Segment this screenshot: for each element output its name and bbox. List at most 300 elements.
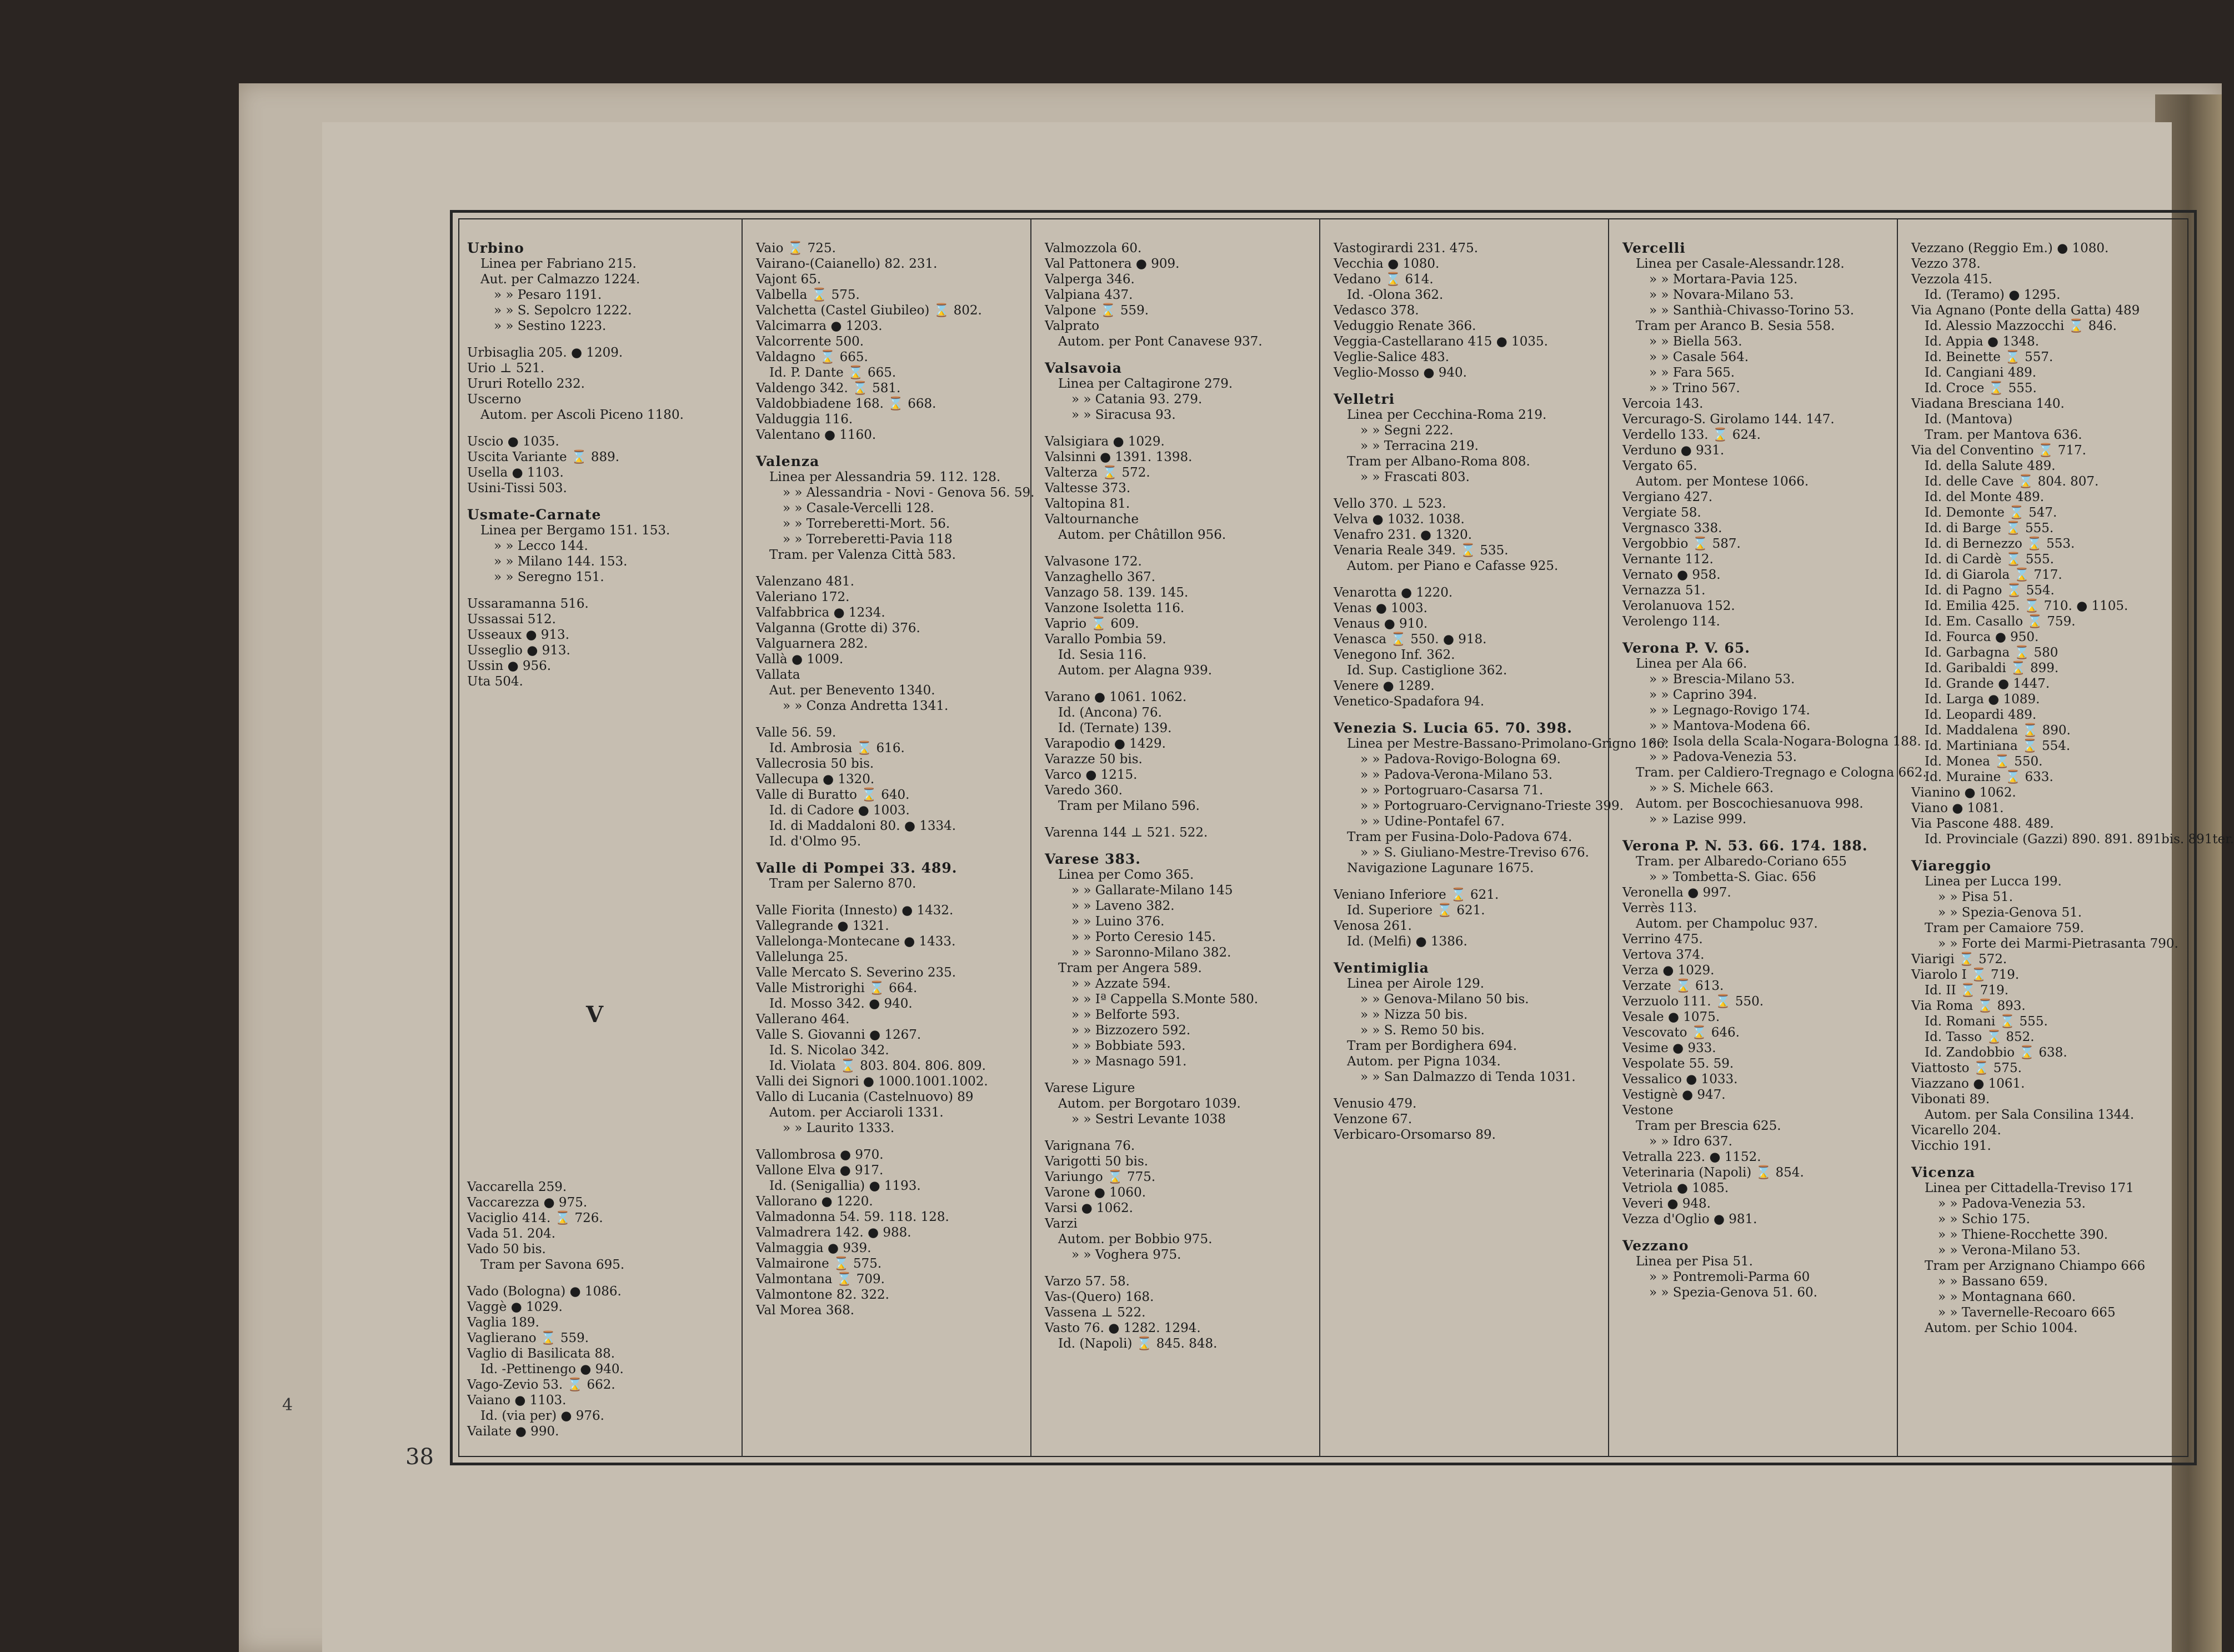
- index-entry: Verolanuova 152.: [1622, 599, 1735, 613]
- index-entry: Valle di Buratto ⌛ 640.: [756, 788, 910, 802]
- index-entry: Id. P. Dante ⌛ 665.: [769, 366, 896, 380]
- index-entry: Uta 504.: [467, 674, 523, 689]
- index-entry: Id. Garbagna ⌛ 580: [1925, 645, 2058, 660]
- index-entry: » » Padova-Venezia 53.: [1649, 750, 1797, 764]
- index-entry: Vestone: [1622, 1103, 1674, 1118]
- index-entry: » » Thiene-Rocchette 390.: [1938, 1228, 2108, 1242]
- index-entry: » » S. Sepolcro 1222.: [494, 303, 632, 318]
- index-entry: Valsigiara ● 1029.: [1045, 434, 1165, 449]
- index-entry: Id. II ⌛ 719.: [1925, 983, 2009, 998]
- index-entry: Veterinaria (Napoli) ⌛ 854.: [1622, 1165, 1804, 1180]
- index-entry: Varese Ligure: [1045, 1081, 1135, 1095]
- index-entry: Vaccarella 259.: [467, 1180, 567, 1194]
- index-entry: Usella ● 1103.: [467, 465, 564, 480]
- index-entry: Tram. per Caldiero-Tregnago e Cologna 662.: [1636, 765, 1927, 780]
- index-entry: Varenna 144 ⊥ 521. 522.: [1045, 825, 1208, 840]
- index-entry: Tram. per Mantova 636.: [1925, 428, 2082, 442]
- index-entry: Via Roma ⌛ 893.: [1911, 999, 2026, 1013]
- spacer: [756, 563, 1025, 574]
- spacer: [756, 443, 1025, 454]
- index-entry: Linea per Cittadella-Treviso 171: [1925, 1181, 2134, 1195]
- index-entry: Autom. per Sala Consilina 1344.: [1925, 1108, 2135, 1122]
- index-entry: Id. di Giarola ⌛ 717.: [1925, 568, 2062, 582]
- index-entry: Ussassai 512.: [467, 612, 556, 627]
- index-entry: Vedasco 378.: [1334, 303, 1419, 318]
- index-entry: Varzo 57. 58.: [1045, 1274, 1130, 1289]
- index-entry: Vallorano ● 1220.: [756, 1194, 873, 1209]
- index-entry: Vallerano 464.: [756, 1012, 850, 1027]
- index-entry: Vernazza 51.: [1622, 583, 1706, 598]
- index-entry: Varapodio ● 1429.: [1045, 737, 1166, 751]
- index-entry: » » Montagnana 660.: [1938, 1290, 2076, 1304]
- index-entry: Valmozzola 60.: [1045, 241, 1142, 256]
- index-entry: Venas ● 1003.: [1334, 601, 1427, 615]
- column-divider: [1608, 218, 1609, 1457]
- spacer: [1334, 949, 1602, 960]
- index-entry: Id. Appia ● 1348.: [1925, 334, 2040, 349]
- spacer: [1334, 574, 1602, 585]
- index-entry: Autom. per Pigna 1034.: [1347, 1054, 1501, 1069]
- index-entry: Autom. per Champoluc 937.: [1636, 917, 1818, 931]
- index-entry: Vada 51. 204.: [467, 1227, 556, 1241]
- column-divider: [1319, 218, 1320, 1457]
- index-entry: Venegono Inf. 362.: [1334, 648, 1455, 662]
- index-entry: Valeriano 172.: [756, 590, 850, 604]
- index-entry: » » Portogruaro-Cervignano-Trieste 399.: [1360, 799, 1624, 813]
- index-entry: Veduggio Renate 366.: [1334, 319, 1476, 333]
- entry-heading: Usmate-Carnate: [467, 507, 602, 523]
- index-entry: Valduggia 116.: [756, 412, 853, 427]
- index-entry: Vailate ● 990.: [467, 1424, 559, 1439]
- index-entry: Variungo ⌛ 775.: [1045, 1170, 1156, 1184]
- index-entry: » » Nizza 50 bis.: [1360, 1008, 1468, 1022]
- index-entry: Id. Grande ● 1447.: [1925, 677, 2050, 691]
- index-entry: Tram per Milano 596.: [1058, 799, 1200, 813]
- entry-heading: Ventimiglia: [1334, 960, 1429, 976]
- index-entry: » » Pesaro 1191.: [494, 288, 602, 302]
- index-entry: Vezzano (Reggio Em.) ● 1080.: [1911, 241, 2109, 256]
- index-entry: Aut. per Benevento 1340.: [769, 683, 935, 698]
- index-entry: » » Verona-Milano 53.: [1938, 1243, 2081, 1258]
- index-entry: » » Udine-Pontafel 67.: [1360, 814, 1505, 829]
- index-entry: Veronella ● 997.: [1622, 885, 1731, 900]
- spacer: [1045, 1069, 1314, 1080]
- index-entry: » » Casale-Vercelli 128.: [783, 501, 934, 515]
- index-entry: Linea per Lucca 199.: [1925, 874, 2062, 889]
- spacer: [1911, 847, 2186, 858]
- index-entry: » » Porto Ceresio 145.: [1071, 930, 1216, 944]
- section-letter: V: [586, 1002, 604, 1028]
- index-entry: Vanzago 58. 139. 145.: [1045, 585, 1189, 600]
- index-column-1-tail: [458, 1179, 742, 1446]
- index-entry: Vallata: [756, 668, 800, 682]
- index-entry: Urbisaglia 205. ● 1209.: [467, 346, 623, 360]
- index-entry: » » Luino 376.: [1071, 914, 1165, 929]
- index-entry: Vallone Elva ● 917.: [756, 1163, 884, 1178]
- index-entry: Linea per Casale-Alessandr.128.: [1636, 257, 1845, 271]
- index-entry: Valle Mercato S. Severino 235.: [756, 965, 956, 980]
- index-entry: Vicarello 204.: [1911, 1123, 2001, 1138]
- index-entry: Vernante 112.: [1622, 552, 1714, 567]
- entry-heading: Verona P. V. 65.: [1622, 640, 1750, 656]
- index-entry: Vallà ● 1009.: [756, 652, 844, 667]
- index-entry: Vetriola ● 1085.: [1622, 1181, 1729, 1195]
- spacer: [1045, 814, 1314, 825]
- entry-heading: Vezzano: [1622, 1238, 1689, 1254]
- index-entry: Valguarnera 282.: [756, 637, 868, 651]
- index-entry: Tram per Brescia 625.: [1636, 1119, 1781, 1133]
- spacer: [1334, 381, 1602, 392]
- index-entry: » » Laveno 382.: [1071, 899, 1175, 913]
- spacer: [1334, 1085, 1602, 1096]
- index-entry: Vaglierano ⌛ 559.: [467, 1331, 589, 1345]
- index-entry: Veggia-Castellarano 415 ● 1035.: [1334, 334, 1548, 349]
- index-entry: Venosa 261.: [1334, 919, 1412, 933]
- index-entry: Usseaux ● 913.: [467, 628, 569, 642]
- index-entry: Vallelunga 25.: [756, 950, 848, 964]
- index-entry: Id. Demonte ⌛ 547.: [1925, 505, 2057, 520]
- index-entry: » » Alessandria - Novi - Genova 56. 59.: [783, 485, 1035, 500]
- index-entry: Vergiano 427.: [1622, 490, 1713, 504]
- spacer: [756, 892, 1025, 903]
- index-entry: Linea per Alessandria 59. 112. 128.: [769, 470, 1001, 484]
- index-entry: Id. (Ternate) 139.: [1058, 721, 1172, 735]
- index-entry: Vaciglio 414. ⌛ 726.: [467, 1211, 603, 1225]
- index-entry: Vibonati 89.: [1911, 1092, 1990, 1107]
- index-entry: Valentano ● 1160.: [756, 428, 876, 442]
- entry-heading: Valsavoia: [1045, 360, 1122, 376]
- index-entry: » » Spezia-Genova 51.: [1938, 905, 2082, 920]
- entry-heading: Venezia S. Lucia 65. 70. 398.: [1334, 720, 1572, 736]
- index-entry: Valmontone 82. 322.: [756, 1288, 889, 1302]
- index-entry: Valmontana ⌛ 709.: [756, 1272, 885, 1286]
- index-entry: » » Frascati 803.: [1360, 470, 1470, 484]
- index-entry: Valperga 346.: [1045, 272, 1135, 287]
- index-entry: Id. Monea ⌛ 550.: [1925, 754, 2043, 769]
- index-entry: Urio ⊥ 521.: [467, 361, 545, 376]
- index-entry: » » Caprino 394.: [1649, 688, 1757, 702]
- index-entry: Id. Em. Casallo ⌛ 759.: [1925, 614, 2076, 629]
- index-entry: Id. di Maddaloni 80. ● 1334.: [769, 819, 956, 833]
- index-entry: Autom. per Châtillon 956.: [1058, 528, 1226, 542]
- index-entry: Id. Cangiani 489.: [1925, 366, 2037, 380]
- index-column-3: [1036, 241, 1319, 1457]
- index-entry: Venafro 231. ● 1320.: [1334, 528, 1472, 542]
- index-entry: Tram per Aranco B. Sesia 558.: [1636, 319, 1835, 333]
- index-entry: Verzate ⌛ 613.: [1622, 979, 1724, 993]
- index-entry: Id. di Cadore ● 1003.: [769, 803, 910, 818]
- spacer: [467, 496, 736, 507]
- index-entry: » » Bassano 659.: [1938, 1274, 2048, 1289]
- index-entry: Linea per Cecchina-Roma 219.: [1347, 408, 1547, 422]
- index-entry: Tram per Albano-Roma 808.: [1347, 454, 1530, 469]
- index-entry: Autom. per Piano e Cafasse 925.: [1347, 559, 1559, 573]
- index-entry: Ussaramanna 516.: [467, 597, 589, 611]
- index-entry: Vas-(Quero) 168.: [1045, 1290, 1154, 1304]
- index-entry: Viazzano ● 1061.: [1911, 1077, 2025, 1091]
- index-entry: Autom. per Borgotaro 1039.: [1058, 1097, 1241, 1111]
- index-entry: Vaiano ● 1103.: [467, 1393, 567, 1408]
- index-column-2: [747, 241, 1035, 1457]
- spacer: [1045, 423, 1314, 434]
- index-entry: » » Idro 637.: [1649, 1134, 1732, 1149]
- column-divider: [1030, 218, 1031, 1457]
- index-entry: Valsinni ● 1391. 1398.: [1045, 450, 1193, 464]
- index-column-5: [1614, 240, 1927, 1457]
- index-entry: Varignana 76.: [1045, 1139, 1135, 1153]
- index-entry: Id. (via per) ● 976.: [480, 1409, 604, 1423]
- index-entry: » » Santhià-Chivasso-Torino 53.: [1649, 303, 1855, 318]
- index-entry: » » Siracusa 93.: [1071, 408, 1176, 422]
- index-entry: Valtopina 81.: [1045, 497, 1130, 511]
- index-entry: » » Padova-Rovigo-Bologna 69.: [1360, 752, 1561, 767]
- index-entry: Varco ● 1215.: [1045, 768, 1138, 782]
- entry-heading: Viareggio: [1911, 858, 1991, 874]
- index-entry: » » Tavernelle-Recoaro 665: [1938, 1305, 2116, 1320]
- index-entry: Verbicaro-Orsomarso 89.: [1334, 1128, 1496, 1142]
- index-entry: Vanzone Isoletta 116.: [1045, 601, 1185, 615]
- index-entry: Vergobbio ⌛ 587.: [1622, 537, 1741, 551]
- index-entry: Vergnasco 338.: [1622, 521, 1722, 535]
- index-entry: » » Isola della Scala-Nogara-Bologna 188.: [1649, 734, 1921, 749]
- index-entry: Veglio-Mosso ● 940.: [1334, 366, 1467, 380]
- index-entry: » » Genova-Milano 50 bis.: [1360, 992, 1529, 1007]
- index-entry: Varallo Pombia 59.: [1045, 632, 1166, 647]
- index-entry: Tram per Angera 589.: [1058, 961, 1202, 975]
- index-entry: » » Laurito 1333.: [783, 1121, 895, 1135]
- index-entry: Vago-Zevio 53. ⌛ 662.: [467, 1378, 615, 1392]
- index-entry: Valtesse 373.: [1045, 481, 1131, 495]
- index-entry: Tram per Savona 695.: [480, 1258, 625, 1272]
- index-entry: » » Voghera 975.: [1071, 1248, 1181, 1262]
- index-entry: Varone ● 1060.: [1045, 1185, 1146, 1200]
- index-entry: Viano ● 1081.: [1911, 801, 2004, 815]
- index-entry: Autom. per Ascoli Piceno 1180.: [480, 408, 684, 422]
- entry-heading: Valenza: [756, 453, 820, 469]
- index-entry: Vergiate 58.: [1622, 505, 1701, 520]
- index-entry: Vecchia ● 1080.: [1334, 257, 1440, 271]
- index-entry: » » Pontremoli-Parma 60: [1649, 1270, 1810, 1284]
- index-entry: Autom. per Bobbio 975.: [1058, 1232, 1213, 1246]
- index-entry: Ururi Rotello 232.: [467, 377, 585, 391]
- index-entry: Tram. per Albaredo-Coriano 655: [1636, 854, 1847, 869]
- index-entry: Valdengo 342. ⌛ 581.: [756, 381, 901, 396]
- index-entry: Vaccarezza ● 975.: [467, 1195, 588, 1210]
- index-entry: Id. Provinciale (Gazzi) 890. 891. 891bis. 891ter.: [1925, 832, 2234, 847]
- index-entry: Autom. per Schio 1004.: [1925, 1321, 2078, 1335]
- spacer: [467, 585, 736, 596]
- index-entry: Vertova 374.: [1622, 948, 1705, 962]
- index-entry: Via del Conventino ⌛ 717.: [1911, 443, 2086, 458]
- index-entry: Id. Garibaldi ⌛ 899.: [1925, 661, 2059, 675]
- index-entry: Id. di Cardè ⌛ 555.: [1925, 552, 2054, 567]
- index-entry: Vello 370. ⊥ 523.: [1334, 497, 1446, 511]
- index-entry: Valle S. Giovanni ● 1267.: [756, 1028, 921, 1042]
- index-entry: Id. (Mantova): [1925, 412, 2013, 427]
- index-entry: Vanzaghello 367.: [1045, 570, 1156, 584]
- index-entry: Id. (Napoli) ⌛ 845. 848.: [1058, 1336, 1218, 1351]
- index-entry: » » Sestri Levante 1038: [1071, 1112, 1226, 1127]
- index-entry: Linea per Como 365.: [1058, 868, 1194, 882]
- spacer: [756, 1136, 1025, 1147]
- index-entry: Tram per Salerno 870.: [769, 877, 916, 891]
- column-divider: [742, 218, 743, 1457]
- index-entry: » » Mortara-Pavia 125.: [1649, 272, 1798, 287]
- index-entry: Vezza d'Oglio ● 981.: [1622, 1212, 1757, 1227]
- index-entry: Uscio ● 1035.: [467, 434, 559, 449]
- index-entry: Varigotti 50 bis.: [1045, 1154, 1149, 1169]
- entry-heading: Velletri: [1334, 391, 1395, 407]
- index-entry: Venarotta ● 1220.: [1334, 585, 1453, 600]
- index-entry: Viattosto ⌛ 575.: [1911, 1061, 2022, 1075]
- index-entry: Valle Mistrorighi ⌛ 664.: [756, 981, 918, 995]
- index-entry: Autom. per Montese 1066.: [1636, 474, 1809, 489]
- index-entry: Venasca ⌛ 550. ● 918.: [1334, 632, 1487, 647]
- index-entry: Uscita Variante ⌛ 889.: [467, 450, 620, 464]
- index-entry: Id. Maddalena ⌛ 890.: [1925, 723, 2071, 738]
- index-entry: » » S. Remo 50 bis.: [1360, 1023, 1485, 1038]
- index-entry: » » Padova-Verona-Milano 53.: [1360, 768, 1553, 782]
- index-entry: Vesale ● 1075.: [1622, 1010, 1720, 1024]
- index-entry: » » S. Giuliano-Mestre-Treviso 676.: [1360, 845, 1589, 860]
- index-entry: Venusio 479.: [1334, 1097, 1417, 1111]
- index-entry: » » Terracina 219.: [1360, 439, 1479, 453]
- index-entry: Linea per Caltagirone 279.: [1058, 377, 1233, 391]
- entry-heading: Valle di Pompei 33. 489.: [756, 860, 958, 876]
- index-entry: » » Iª Cappella S.Monte 580.: [1071, 992, 1259, 1007]
- index-entry: Verduno ● 931.: [1622, 443, 1725, 458]
- spacer: [756, 849, 1025, 860]
- index-entry: Vianino ● 1062.: [1911, 785, 2016, 800]
- index-entry: » » Torreberetti-Pavia 118: [783, 532, 953, 547]
- index-entry: Tram. per Valenza Città 583.: [769, 548, 956, 562]
- index-entry: » » Pisa 51.: [1938, 890, 2013, 904]
- index-entry: Vercoia 143.: [1622, 397, 1704, 411]
- index-entry: Valvasone 172.: [1045, 554, 1142, 569]
- column-divider: [1897, 218, 1898, 1457]
- index-entry: » » Mantova-Modena 66.: [1649, 719, 1811, 733]
- index-entry: Veglie-Salice 483.: [1334, 350, 1450, 364]
- page-number: 38: [405, 1444, 434, 1470]
- index-entry: Linea per Airole 129.: [1347, 977, 1485, 991]
- index-entry: Id. Alessio Mazzocchi ⌛ 846.: [1925, 319, 2117, 333]
- index-entry: Id. Superiore ⌛ 621.: [1347, 903, 1485, 918]
- index-entry: Verza ● 1029.: [1622, 963, 1715, 978]
- index-entry: Vallecupa ● 1320.: [756, 772, 875, 787]
- index-entry: Aut. per Calmazzo 1224.: [480, 272, 640, 287]
- index-entry: » » Lecco 144.: [494, 539, 588, 553]
- index-entry: Id. Larga ● 1089.: [1925, 692, 2040, 707]
- spacer: [1622, 629, 1891, 640]
- index-entry: Id. (Senigallia) ● 1193.: [769, 1179, 921, 1193]
- index-entry: Varazze 50 bis.: [1045, 752, 1143, 767]
- index-entry: Verdello 133. ⌛ 624.: [1622, 428, 1761, 442]
- index-entry: Id. Martiniana ⌛ 554.: [1925, 739, 2071, 753]
- index-entry: Valcimarra ● 1203.: [756, 319, 883, 333]
- index-entry: Vergato 65.: [1622, 459, 1697, 473]
- index-entry: » » San Dalmazzo di Tenda 1031.: [1360, 1070, 1576, 1084]
- index-entry: » » Segni 222.: [1360, 423, 1454, 438]
- index-entry: Valli dei Signori ● 1000.1001.1002.: [756, 1074, 988, 1089]
- index-entry: Id. -Olona 362.: [1347, 288, 1444, 302]
- index-entry: Vezzola 415.: [1911, 272, 1992, 287]
- index-entry: Id. (Teramo) ● 1295.: [1925, 288, 2061, 302]
- spacer: [756, 714, 1025, 725]
- spacer: [1045, 840, 1314, 852]
- index-entry: Valcorrente 500.: [756, 334, 864, 349]
- index-entry: Velva ● 1032. 1038.: [1334, 512, 1465, 527]
- index-entry: Id. (Melfi) ● 1386.: [1347, 934, 1467, 949]
- index-entry: Valmairone ⌛ 575.: [756, 1256, 882, 1271]
- index-entry: Vetralla 223. ● 1152.: [1622, 1150, 1761, 1164]
- index-entry: Id. S. Nicolao 342.: [769, 1043, 889, 1058]
- index-entry: Val Morea 368.: [756, 1303, 855, 1318]
- index-entry: » » Catania 93. 279.: [1071, 392, 1203, 407]
- index-entry: » » Fara 565.: [1649, 366, 1735, 380]
- index-entry: Verolengo 114.: [1622, 614, 1720, 629]
- index-entry: » » Biella 563.: [1649, 334, 1742, 349]
- index-entry: Vedano ⌛ 614.: [1334, 272, 1434, 287]
- index-entry: Valle Fiorita (Innesto) ● 1432.: [756, 903, 954, 918]
- index-entry: Id. Sup. Castiglione 362.: [1347, 663, 1507, 678]
- spacer: [1911, 1154, 2186, 1165]
- spacer: [1622, 1227, 1891, 1238]
- index-entry: Vicchio 191.: [1911, 1139, 1991, 1153]
- index-entry: Vado (Bologna) ● 1086.: [467, 1284, 622, 1299]
- index-entry: Venetico-Spadafora 94.: [1334, 694, 1485, 709]
- index-entry: Viarolo I ⌛ 719.: [1911, 968, 2020, 982]
- index-entry: Id. Leopardi 489.: [1925, 708, 2037, 722]
- index-entry: Autom. per Alagna 939.: [1058, 663, 1213, 678]
- spacer: [1045, 543, 1314, 554]
- index-entry: Valfabbrica ● 1234.: [756, 605, 885, 620]
- index-entry: » » Sestino 1223.: [494, 319, 607, 333]
- spacer: [1334, 485, 1602, 496]
- index-entry: Vaprio ⌛ 609.: [1045, 617, 1139, 631]
- index-entry: Id. -Pettinengo ● 940.: [480, 1362, 624, 1376]
- index-entry: Id. delle Cave ⌛ 804. 807.: [1925, 474, 2099, 489]
- index-entry: » » Bobbiate 593.: [1071, 1039, 1186, 1053]
- index-entry: » » Belforte 593.: [1071, 1008, 1180, 1022]
- spacer: [1622, 827, 1891, 838]
- index-entry: Id. di Bernezzo ⌛ 553.: [1925, 537, 2075, 551]
- index-entry: Valdobbiadene 168. ⌛ 668.: [756, 397, 936, 411]
- index-entry: Via Pascone 488. 489.: [1911, 817, 2054, 831]
- index-entry: Usini-Tissi 503.: [467, 481, 567, 495]
- index-entry: Verrino 475.: [1622, 932, 1703, 947]
- index-entry: Via Agnano (Ponte della Gatta) 489: [1911, 303, 2140, 318]
- index-entry: Veveri ● 948.: [1622, 1197, 1711, 1211]
- index-entry: Id. della Salute 489.: [1925, 459, 2056, 473]
- index-entry: Val Pattonera ● 909.: [1045, 257, 1180, 271]
- index-entry: Valdagno ⌛ 665.: [756, 350, 868, 364]
- index-entry: Vernato ● 958.: [1622, 568, 1721, 582]
- index-entry: » » Masnago 591.: [1071, 1054, 1187, 1069]
- index-entry: » » Schio 175.: [1938, 1212, 2030, 1227]
- index-entry: Id. di Barge ⌛ 555.: [1925, 521, 2054, 535]
- index-entry: » » Portogruaro-Casarsa 71.: [1360, 783, 1544, 798]
- spacer: [467, 1273, 736, 1284]
- index-entry: Id. Mosso 342. ● 940.: [769, 997, 913, 1011]
- index-entry: Varzi: [1045, 1217, 1078, 1231]
- index-entry: Venere ● 1289.: [1334, 679, 1435, 693]
- index-entry: Venzone 67.: [1334, 1112, 1412, 1127]
- index-entry: Tram per Arzignano Chiampo 666: [1925, 1259, 2146, 1273]
- index-entry: Id. di Pagno ⌛ 554.: [1925, 583, 2055, 598]
- index-entry: » » Legnago-Rovigo 174.: [1649, 703, 1810, 718]
- index-entry: Vespolate 55. 59.: [1622, 1057, 1734, 1071]
- spacer: [1334, 876, 1602, 887]
